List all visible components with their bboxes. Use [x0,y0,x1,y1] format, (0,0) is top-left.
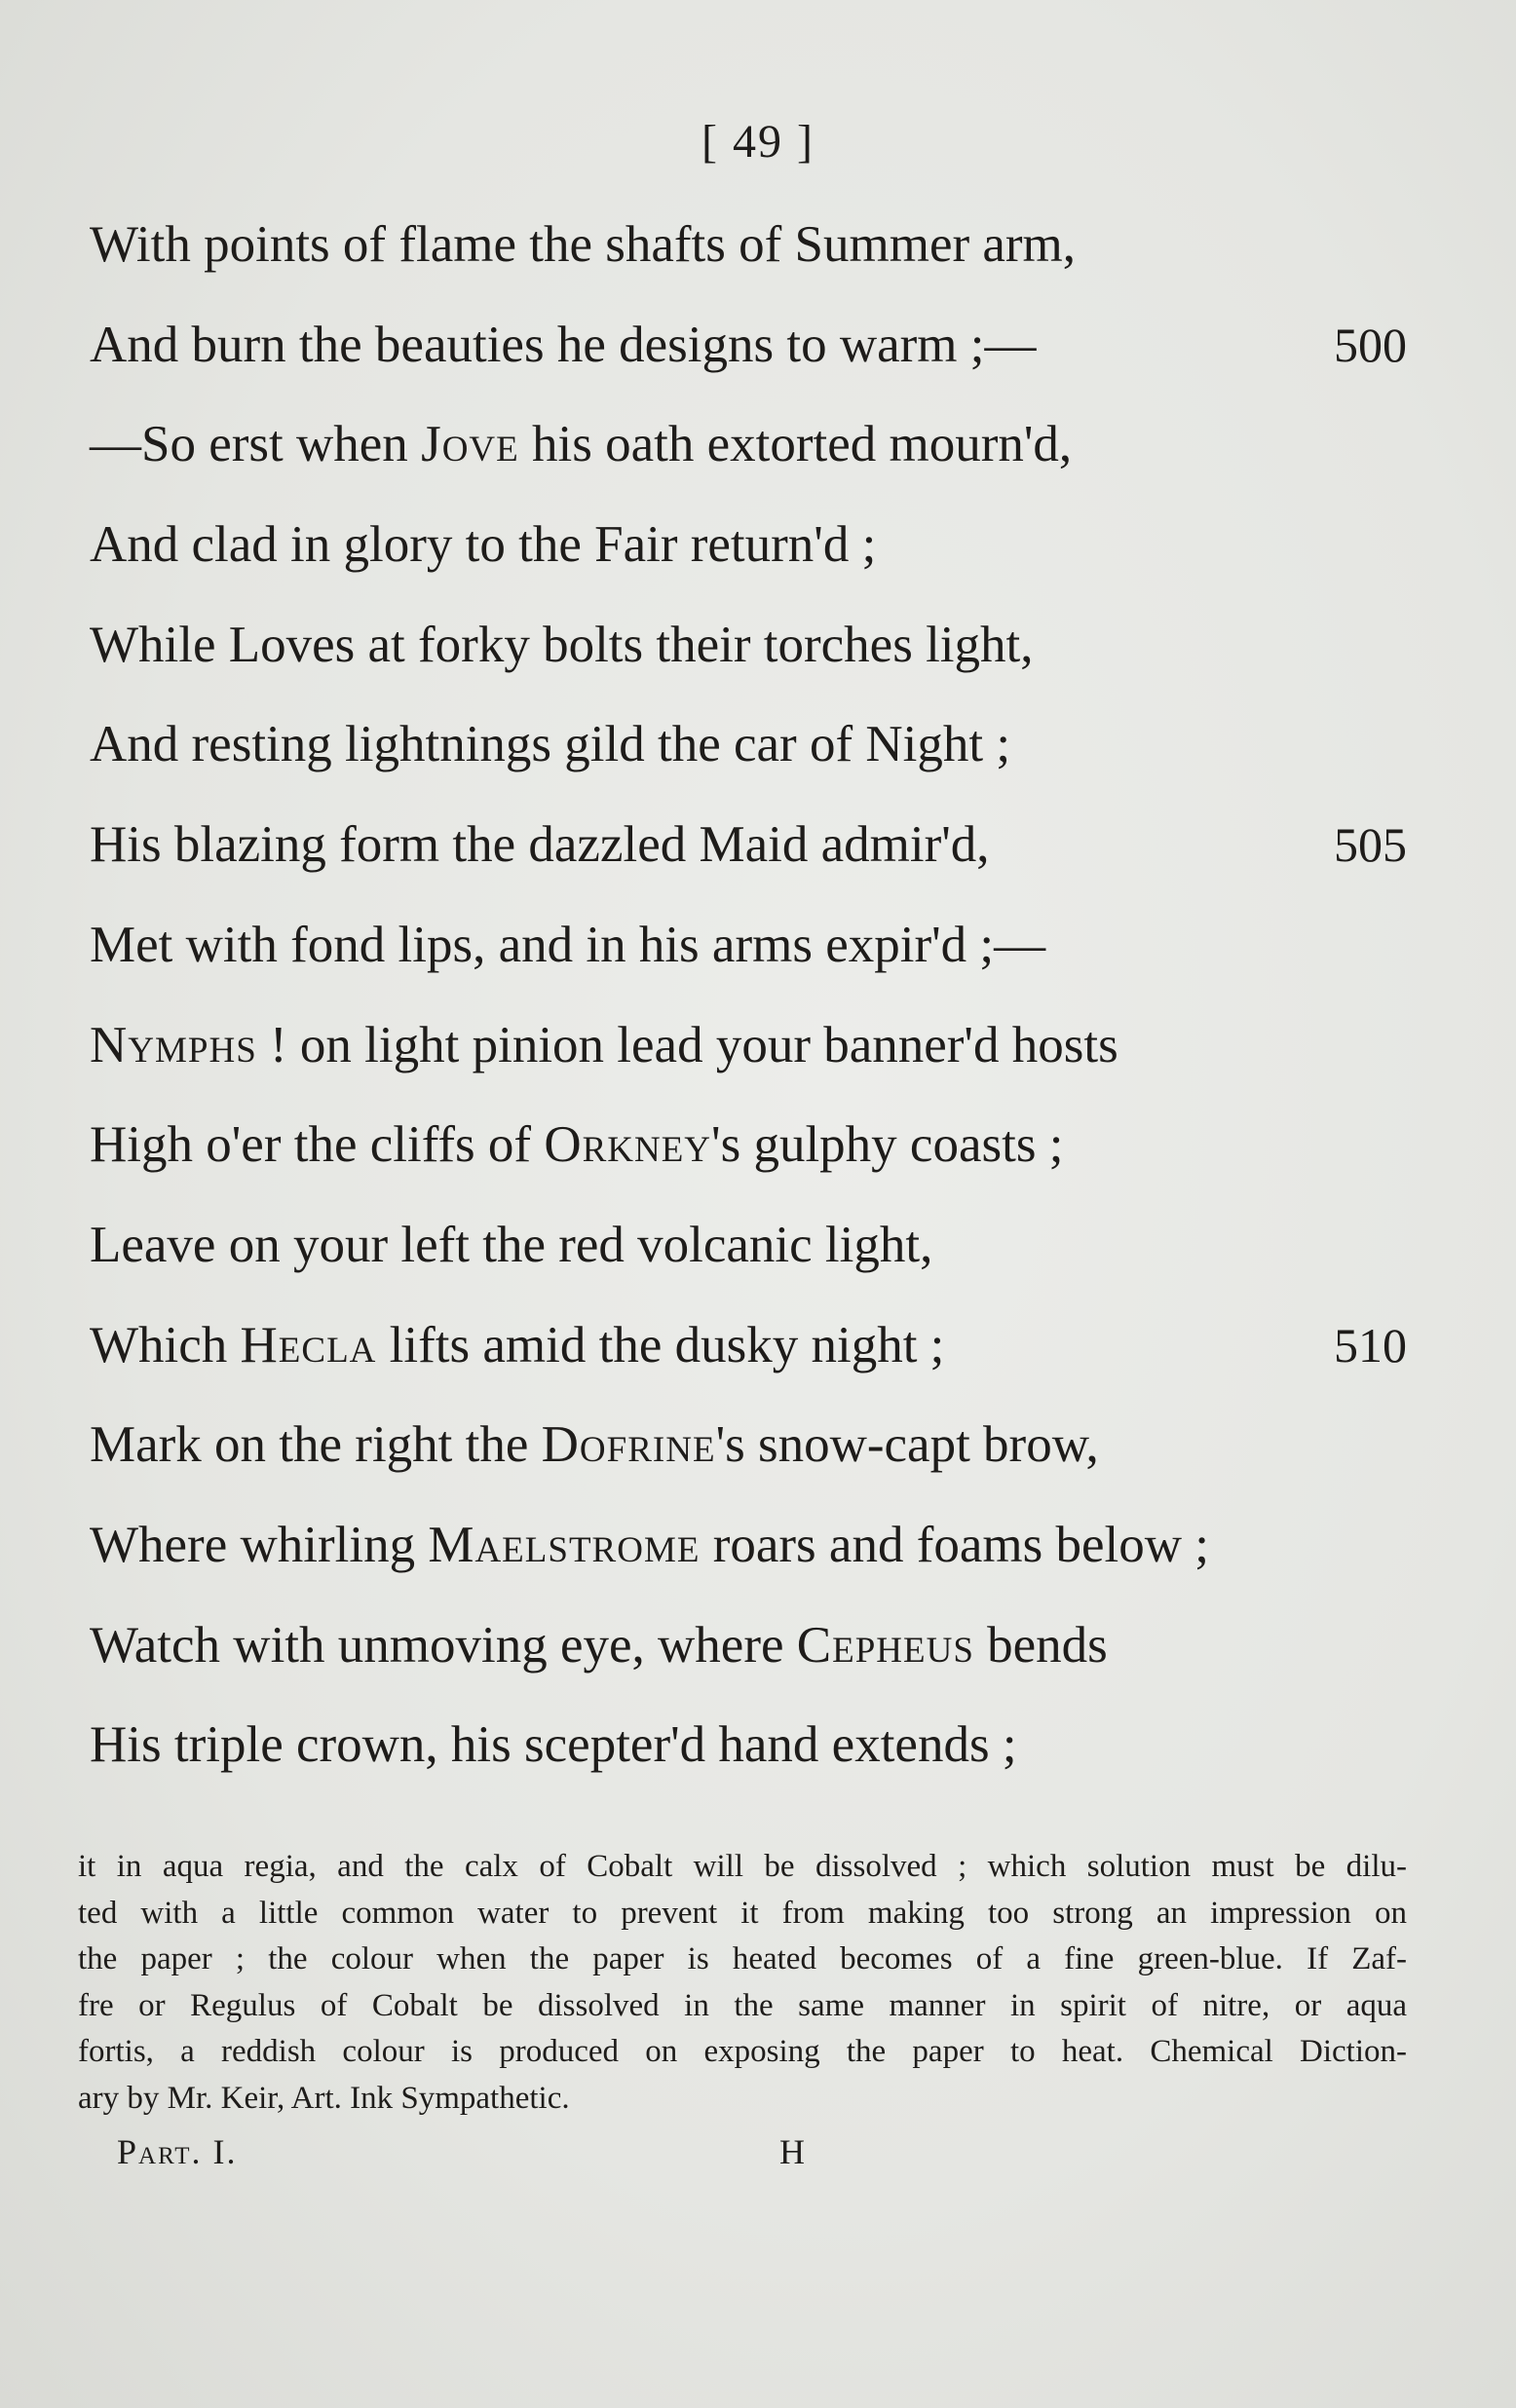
verse-text-part: —So erst when [90,416,422,473]
verse-line [90,195,1434,295]
verse-text [90,1095,1063,1195]
part-marker: Part. I. [117,2132,238,2171]
verse-text [90,395,1072,495]
proper-name: Dofrine [541,1416,716,1474]
verse-text-part: his oath extorted mourn'd, [518,416,1073,473]
verse-line [90,1296,1434,1396]
verse-line [90,695,1434,795]
verse-line [90,1395,1434,1495]
footnote-line: fre or Regulus of Cobalt be dissolved in the same manner in spirit of nitre, or aqua [78,1987,1407,2023]
verse-text-part: High o'er the cliffs of [90,1116,545,1174]
verse-text-part: 's snow-capt brow, [715,1416,1099,1474]
verse-text: With points of flame the shafts of Summer arm, [90,216,1077,273]
verse-text [90,1596,1108,1696]
verse-line [90,1195,1434,1296]
verse-line [90,1695,1434,1795]
verse-text [90,1296,944,1396]
signature-line [117,2131,1383,2180]
verse-text: While Loves at forky bolts their torches light, [90,616,1034,673]
footnote-line: ary by Mr. Keir, Art. Ink Sympathetic. [78,2080,570,2116]
proper-name: Nymphs [90,1016,257,1073]
verse-text-part: ! on light pinion lead your banner'd hosts [256,1016,1118,1073]
verse-text-part: lifts amid the dusky night ; [376,1316,945,1373]
proper-name: Maelstrome [428,1516,701,1573]
verse-text: And resting lightnings gild the car of Night ; [90,716,1011,773]
verse-line [90,595,1434,696]
proper-name: Hecla [240,1316,377,1373]
verse-line [90,495,1434,595]
verse-text: His triple crown, his scepter'd hand extends ; [90,1716,1017,1774]
verse-line [90,1495,1434,1596]
footnote-block [78,1844,1407,2122]
verse-line [90,295,1434,395]
verse-line [90,1596,1434,1696]
verse-line [90,895,1434,996]
verse-text [90,1395,1099,1495]
footnote-line: ted with a little common water to prevent it from making too strong an impression on [78,1895,1407,1931]
verse-block [90,195,1434,1795]
footnote-line: the paper ; the colour when the paper is heated becomes of a fine green-blue. If Zaf- [78,1941,1407,1976]
proper-name: Orkney [544,1116,712,1174]
verse-text: And clad in glory to the Fair return'd ; [90,516,877,574]
proper-name: Jove [421,416,519,473]
verse-line [90,395,1434,495]
verse-text: And burn the beauties he designs to warm ;— [90,316,1037,373]
verse-text: His blazing form the dazzled Maid admir'd, [90,816,990,874]
signature-mark: H [779,2132,805,2171]
line-number: 505 [1334,817,1407,873]
proper-name: Cepheus [796,1616,974,1674]
verse-text: Met with fond lips, and in his arms expir'd ;— [90,916,1046,973]
verse-line [90,996,1434,1096]
verse-text-part: Where whirling [90,1516,429,1573]
line-number: 510 [1334,1317,1407,1373]
footnote-line: fortis, a reddish colour is produced on exposing the paper to heat. Chemical Diction- [78,2034,1407,2069]
verse-text-part: 's gulphy coasts ; [711,1116,1064,1174]
verse-text [90,1495,1209,1596]
footnote-line: it in aqua regia, and the calx of Cobalt will be dissolved ; which solution must be dilu- [78,1849,1407,1884]
verse-text-part: bends [973,1616,1108,1674]
verse-line [90,1095,1434,1195]
verse-line [90,795,1434,895]
verse-text-part: Watch with unmoving eye, where [90,1616,797,1674]
verse-text: Leave on your left the red volcanic light, [90,1216,933,1273]
line-number: 500 [1334,317,1407,372]
verse-text-part: roars and foams below ; [700,1516,1209,1573]
verse-text-part: Mark on the right the [90,1416,542,1474]
verse-text-part: Which [90,1316,241,1373]
page-number: [ 49 ] [701,116,815,168]
verse-text [90,996,1118,1096]
